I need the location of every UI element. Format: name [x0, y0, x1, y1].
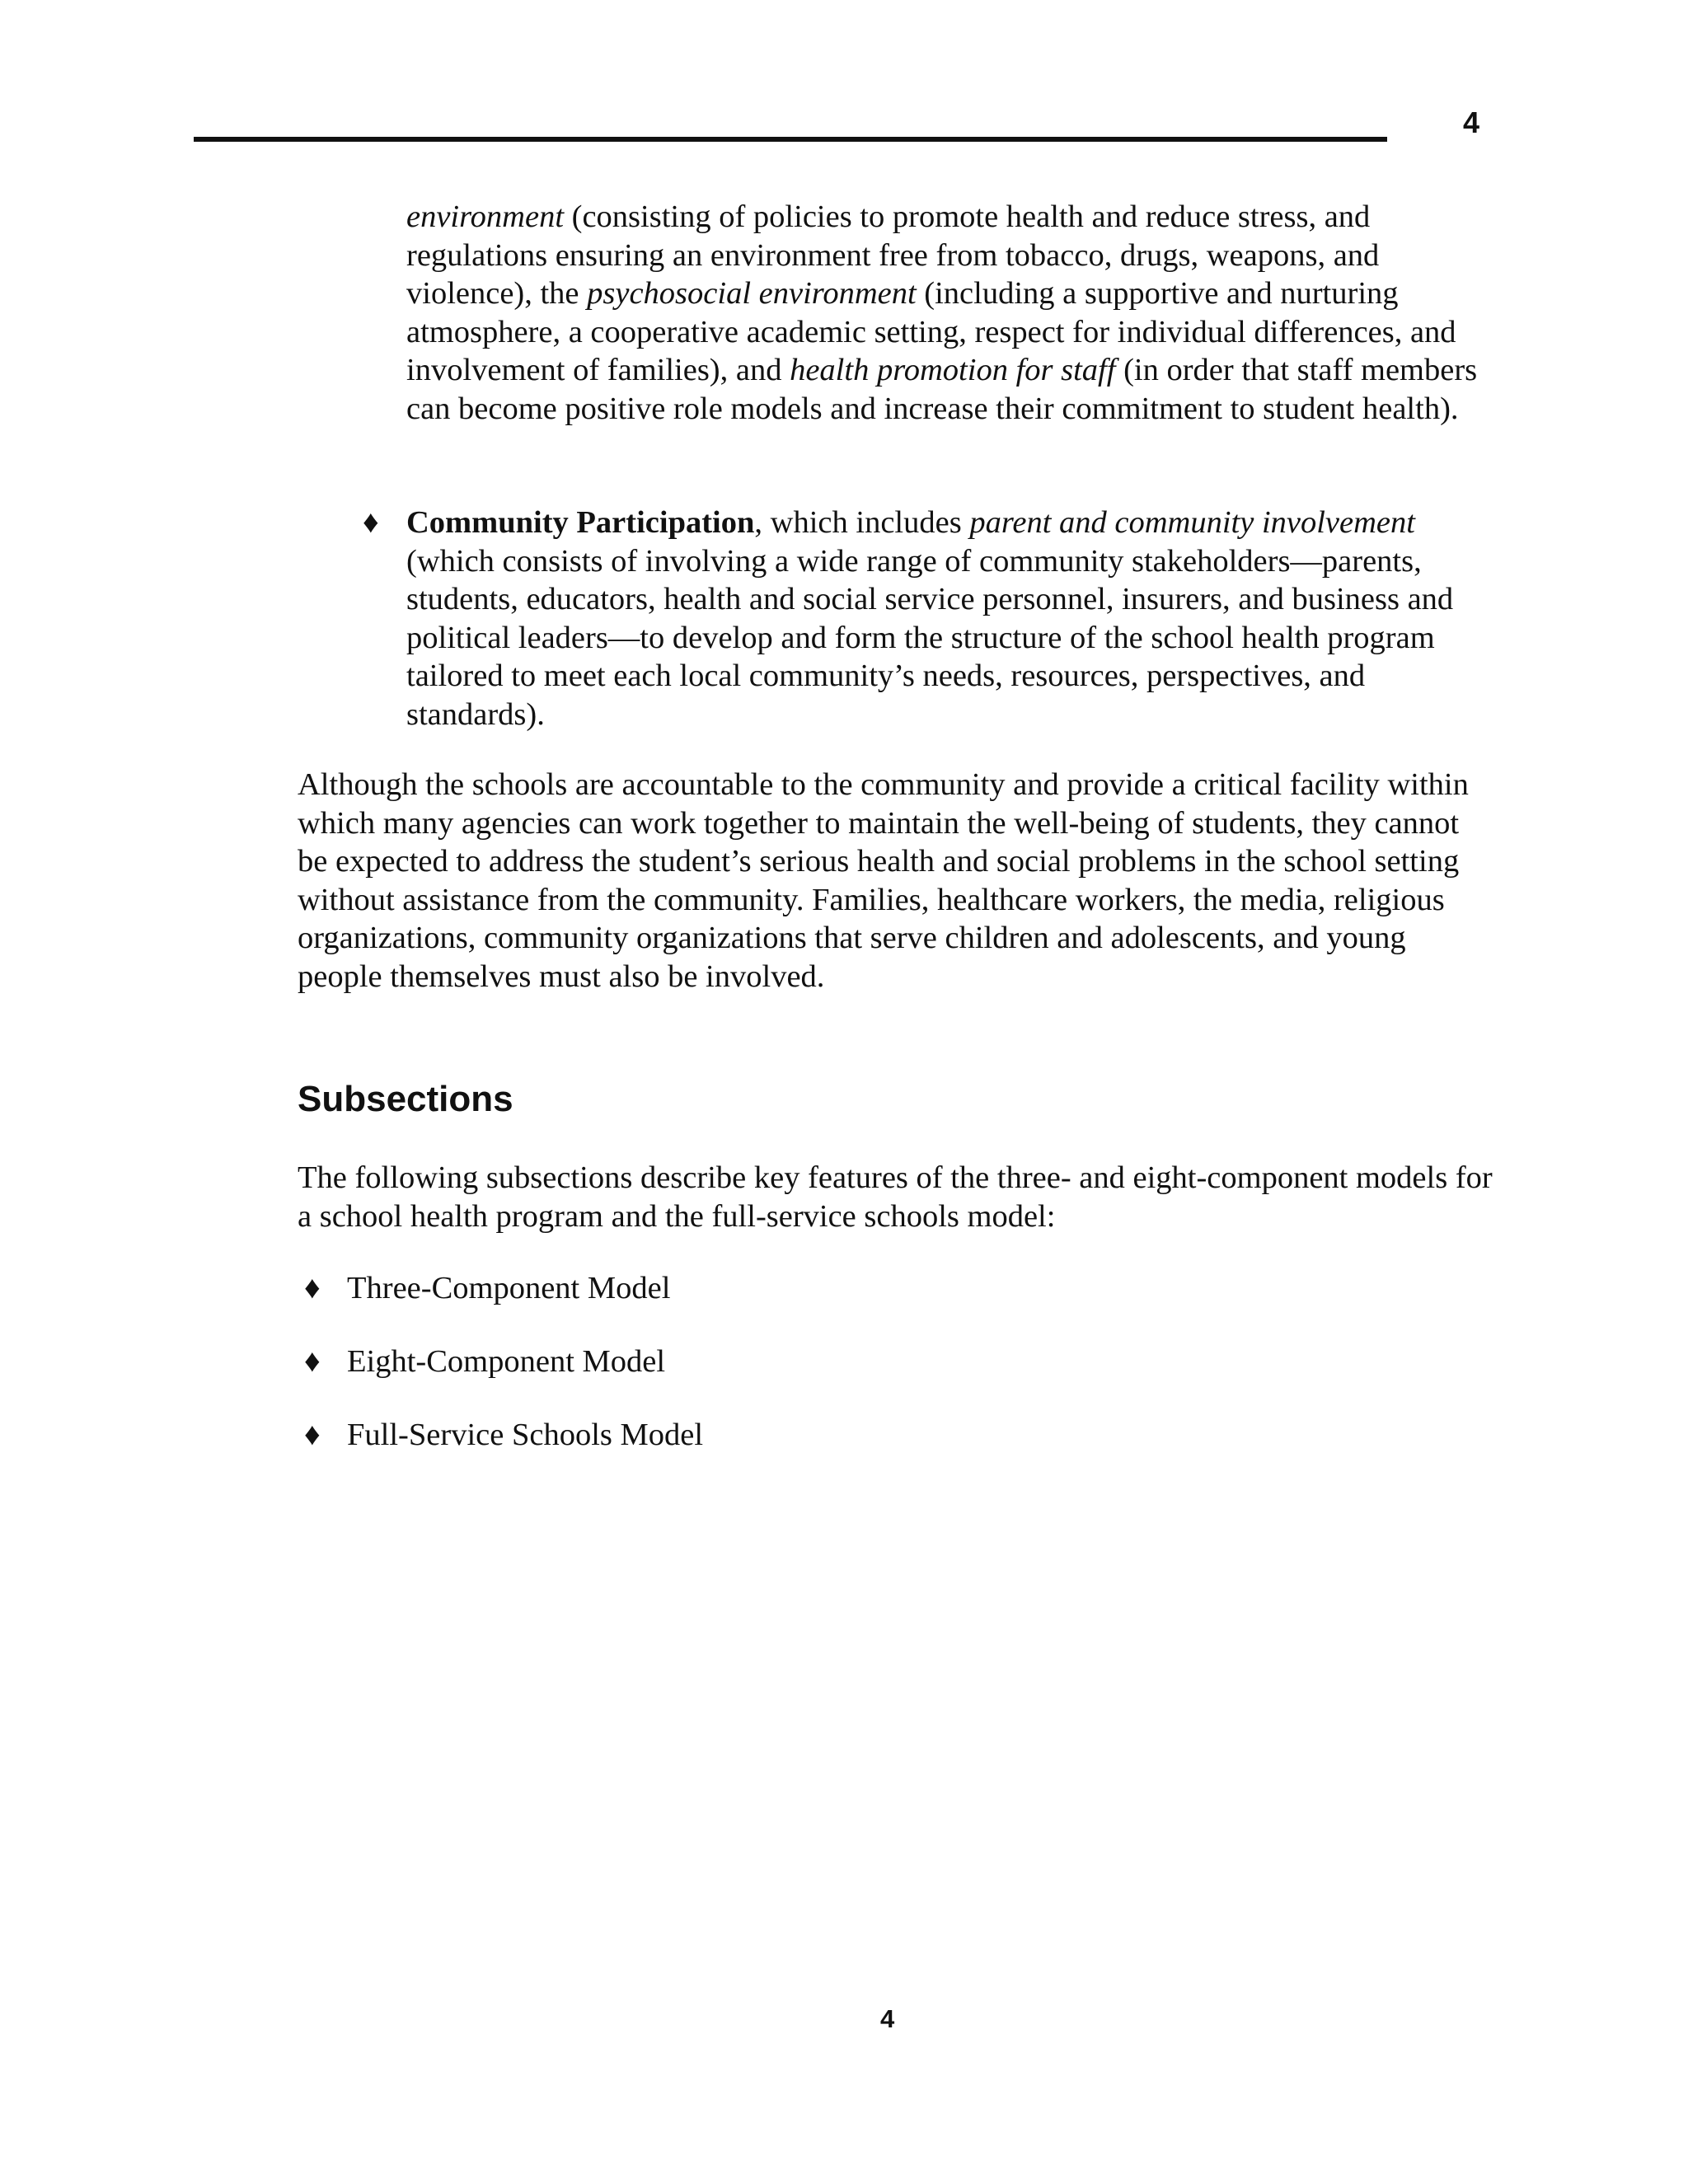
bullet-text-part: (which consists of involving a wide range of community stakeholders—parents, students, educators, health and social service personnel, insurers, and business and political leaders—to develop and form the structure of the school health program tailored to meet each local community’s needs, resources, perspectives, and standards).: [406, 543, 1454, 732]
bullet-text: [406, 504, 1503, 733]
list-item-label: Eight-Component Model: [347, 1344, 666, 1379]
italic-term-psychosocial: psychosocial environment: [587, 276, 917, 311]
italic-term-staff: health promotion for staff: [790, 353, 1116, 387]
diamond-bullet-icon: ♦: [304, 1418, 321, 1452]
section-heading: Subsections: [298, 1079, 513, 1119]
diamond-bullet-icon: ♦: [363, 505, 379, 540]
header-rule: [194, 137, 1387, 142]
continued-paragraph: [406, 198, 1503, 428]
subsections-intro: The following subsections describe key features of the three- and eight-component models for a school health program and the full-service schools model:: [298, 1160, 1493, 1234]
bullet-text-part: , which includes: [754, 505, 970, 540]
italic-term: parent and community involvement: [969, 505, 1415, 540]
main-paragraph: Although the schools are accountable to the community and provide a critical facility within which many agencies can work together to maintain the well-being of students, they cannot be expected to address the student’s serious health and social problems in the school setting without assistance from the community. Families, healthcare workers, the media, religious organizations, community organizations that serve children and adolescents, and young people themselves must also be involved.: [298, 767, 1469, 994]
paragraph-text: (in order that staff members can become positive role models and increase their commitment to student health).: [406, 353, 1478, 426]
paragraph-text: (including a supportive and nurturing atmosphere, a cooperative academic setting, respect for individual differences, and involvement of families), and: [406, 276, 1456, 387]
header-page-number: 4: [1463, 105, 1480, 139]
footer-page-number: 4: [880, 2004, 895, 2033]
bold-term: Community Participation: [406, 505, 755, 540]
diamond-bullet-icon: ♦: [304, 1271, 321, 1305]
diamond-bullet-icon: ♦: [304, 1344, 321, 1379]
list-item-label: Three-Component Model: [347, 1271, 671, 1305]
list-item-label: Full-Service Schools Model: [347, 1418, 704, 1452]
italic-term-environment: environment: [406, 199, 565, 234]
paragraph-text: (consisting of policies to promote health and reduce stress, and regulations ensuring an environment free from tobacco, drugs, weapons, and violence), the: [406, 199, 1380, 311]
